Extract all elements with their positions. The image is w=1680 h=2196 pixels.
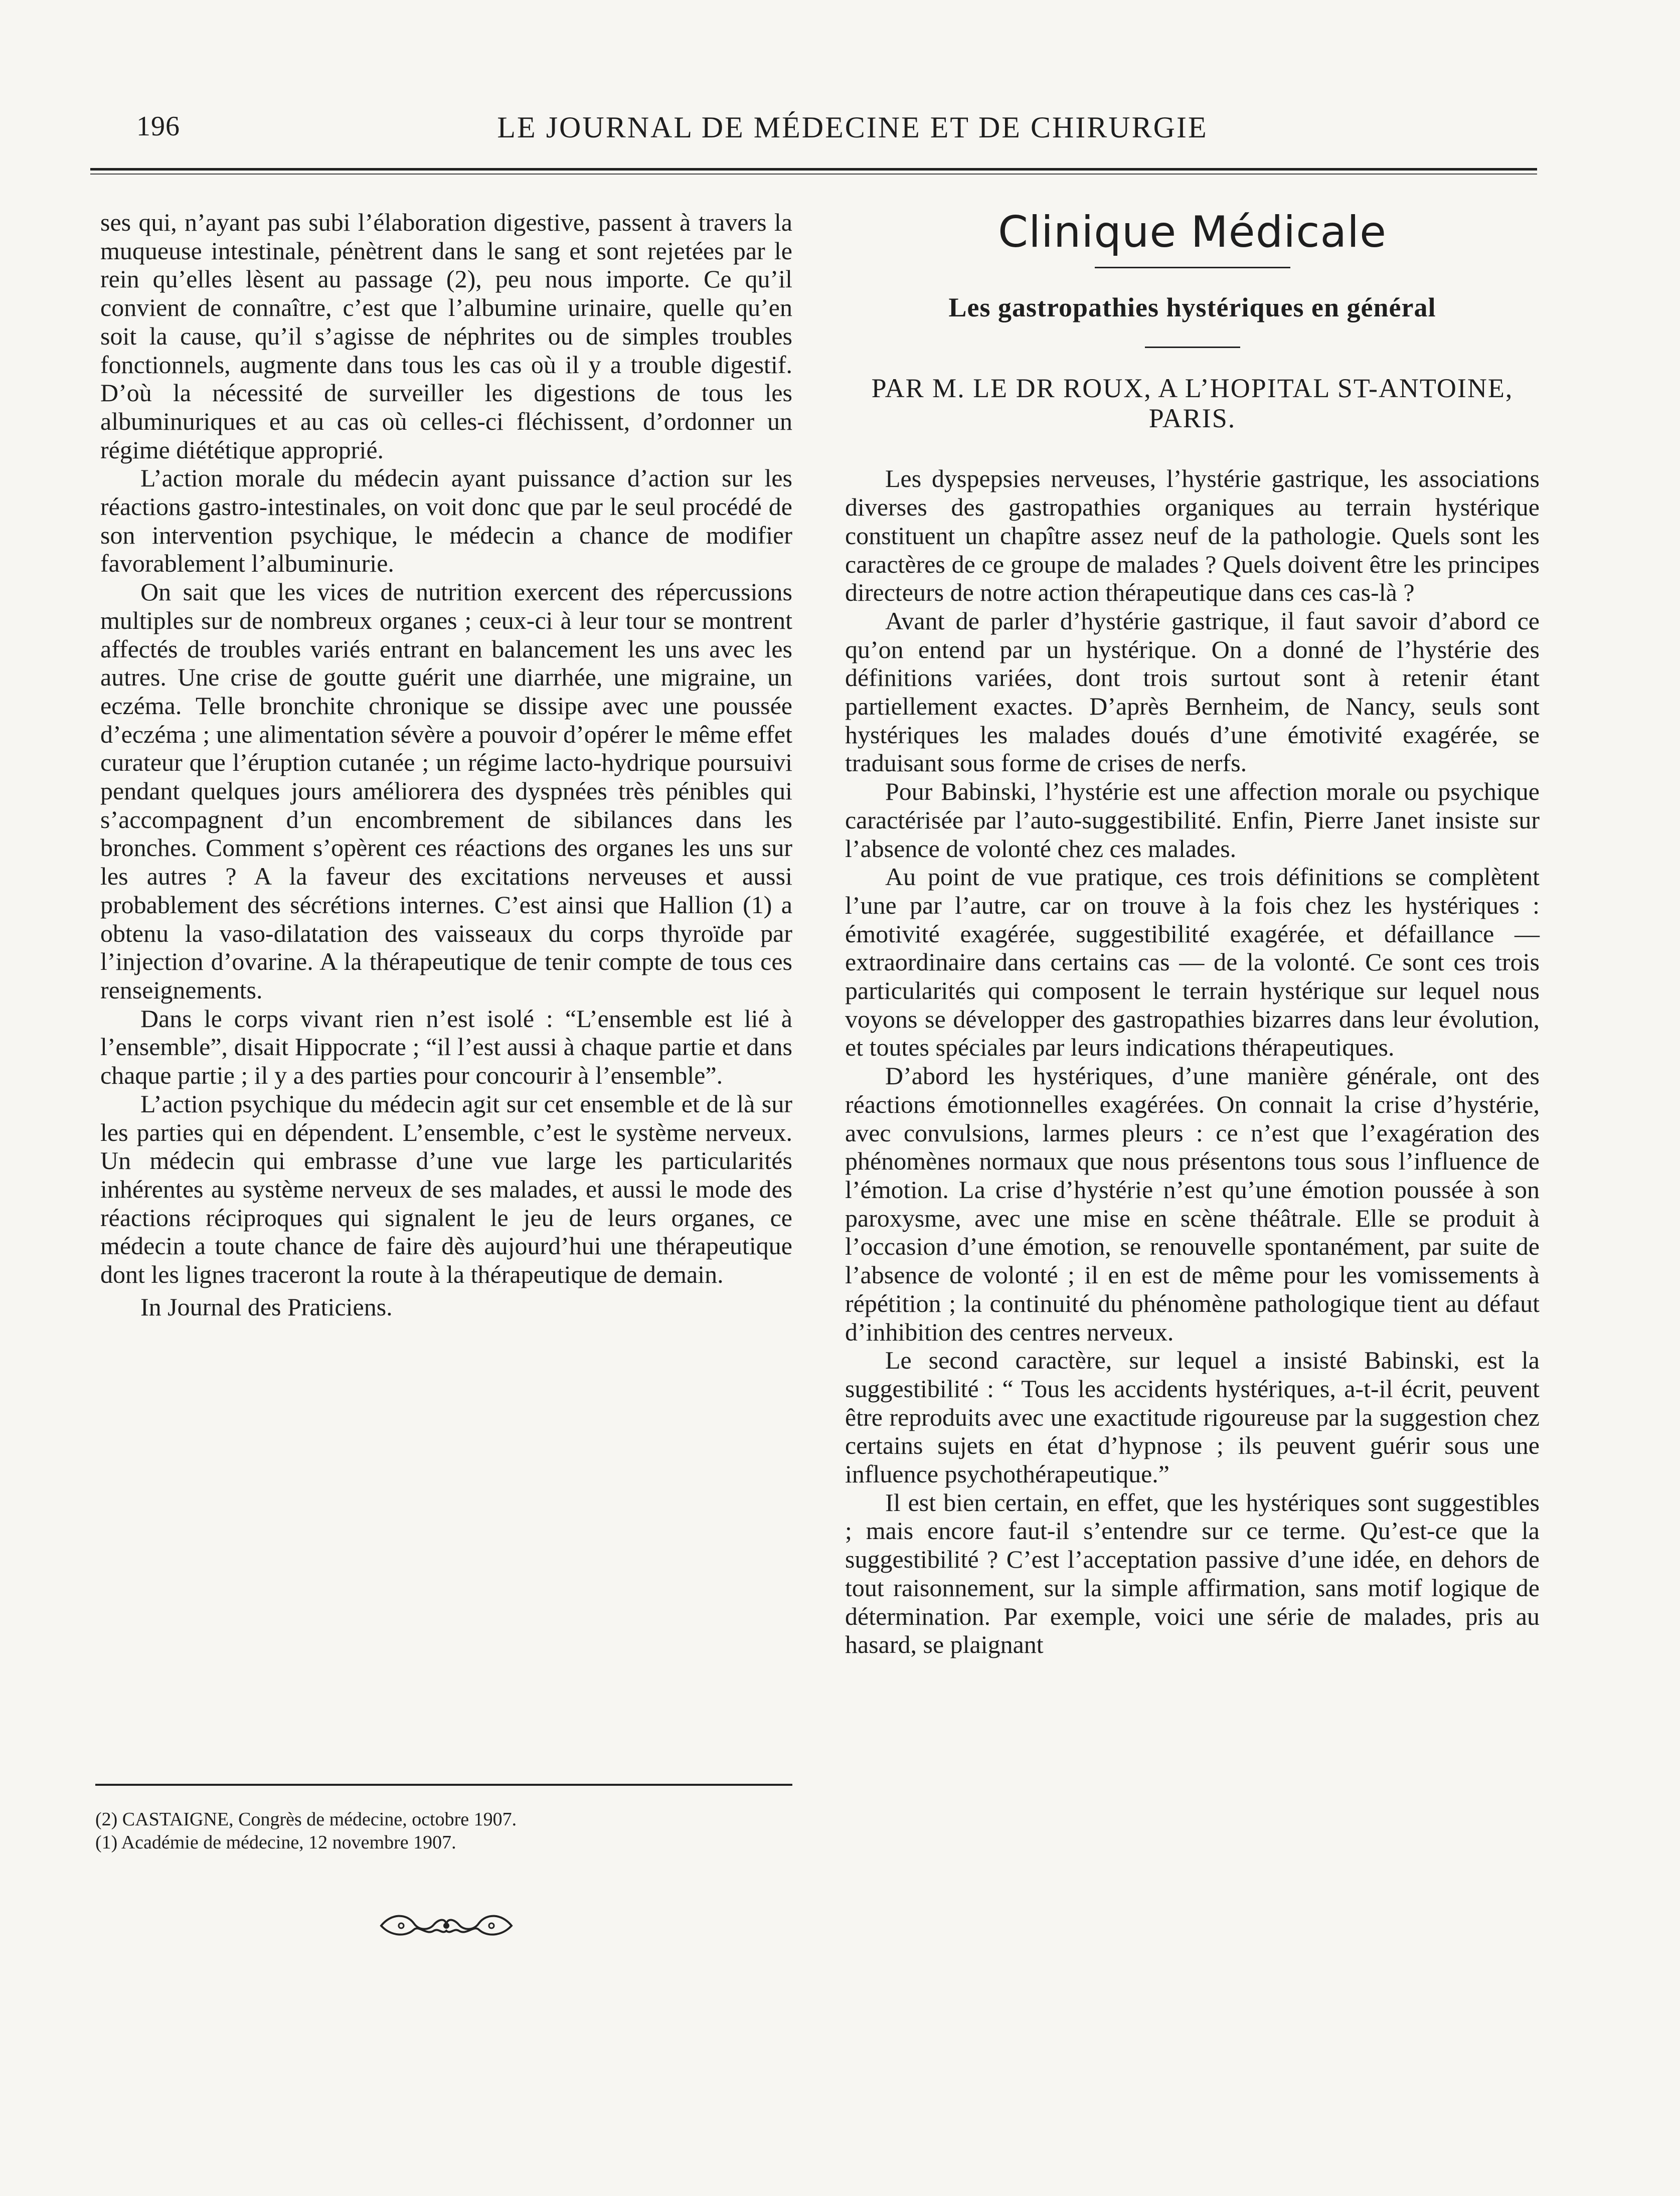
header-rule-thin: [90, 174, 1537, 175]
running-title: LE JOURNAL DE MÉDECINE ET DE CHIRURGIE: [497, 111, 1208, 144]
right-paragraph-5: D’abord les hystériques, d’une manière générale, ont des réactions émotionnelles exagérées. On connait la crise d’hystérie, avec convulsions, larmes pleurs : ce n’est que l’exagération des phénomènes normaux que nous présentons tous sous l’influence de l’émotion. La crise d’hystérie n’est qu’une émotion poussée à son paroxysme, avec une mise en scène théâtrale. Elle se produit à l’occasion d’une émotion, se renouvelle spontanément, par suite de l’absence de volonté ; il en est de même pour les vomissements à répétition ; la continuité du phénomène pathologique tient au défaut d’inhibition des centres nerveux.: [845, 1062, 1540, 1346]
left-paragraph-5: L’action psychique du médecin agit sur cet ensemble et de là sur les parties qui en dépendent. L’ensemble, c’est le système nerveux. Un médecin qui embrasse d’une vue large les particularités inhérentes au système nerveux de ses malades, et aussi le mode des réactions réciproques qui signalent le jeu de leurs organes, ce médecin a toute chance de faire dès aujourd’hui une thérapeutique dont les lignes traceront la route à la thérapeutique de demain.: [100, 1089, 792, 1289]
right-paragraph-4: Au point de vue pratique, ces trois définitions se complètent l’une par l’autre, car on trouve à la fois chez les hystériques : émotivité exagérée, suggestibilité exagérée, et défaillance — extraordinaire dans certains cas — de la volonté. Ce sont ces trois particularités qui composent le terrain hystérique sur lequel nous voyons se développer des gastropathies bizarres dans leur évolution, et toutes spéciales par leurs indications thérapeutiques.: [845, 863, 1540, 1062]
right-paragraph-1: Les dyspepsies nerveuses, l’hystérie gastrique, les associations diverses des gastropathies organiques au terrain hystérique constituent un chapître assez neuf de la pathologie. Quels sont les caractères de ce groupe de malades ? Quels doivent être les principes directeurs de notre action thérapeutique dans ces cas-là ?: [845, 464, 1540, 607]
left-paragraph-4: Dans le corps vivant rien n’est isolé : “L’ensemble est lié à l’ensemble”, disait Hippocrate ; “il l’est aussi à chaque partie et dans chaque partie ; il y a des parties pour concourir à l’ensemble”.: [100, 1004, 792, 1090]
left-column: [100, 208, 792, 1321]
right-paragraph-3: Pour Babinski, l’hystérie est une affection morale ou psychique caractérisée par l’auto-suggestibilité. Enfin, Pierre Janet insiste sur l’absence de volonté chez ces malades.: [845, 777, 1540, 863]
right-paragraph-2: Avant de parler d’hystérie gastrique, il faut savoir d’abord ce qu’on entend par un hystérique. On a donné de l’hystérie des définitions variées, dont trois surtout sont à retenir étant partiellement exactes. D’après Bernheim, de Nancy, seuls sont hystériques les malades doués d’une émotivité exagérée, se traduisant sous forme de crises de nerfs.: [845, 606, 1540, 777]
right-paragraph-6: Le second caractère, sur lequel a insisté Babinski, est la suggestibilité : “ Tous les accidents hystériques, a-t-il écrit, peuvent être reproduits avec une exactitude rigoureuse par la suggestion chez certains sujets en état d’hypnose ; ils peuvent guérir sous une influence psychothérapeutique.”: [845, 1346, 1540, 1488]
article-body: [845, 464, 1540, 1659]
left-paragraph-3: On sait que les vices de nutrition exercent des répercussions multiples sur de nombreux organes ; ceux-ci à leur tour se montrent affectés de troubles variés entrant en balancement les uns avec les autres. Une crise de goutte guérit une diarrhée, une migraine, un eczéma. Telle bronchite chronique se dissipe avec une poussée d’eczéma ; une alimentation sévère a pouvoir d’opérer le même effet curateur que l’éruption cutanée ; un régime lacto-hydrique poursuivi pendant quelques jours améliorera des dyspnées très pénibles qui s’accompagnent d’un encombrement de sibilances dans les bronches. Comment s’opèrent ces réactions des organes les uns sur les autres ? A la faveur des excitations nerveuses et aussi probablement des sécrétions internes. C’est ainsi que Hallion (1) a obtenu la vaso-dilatation des vaisseaux du corps thyroïde par l’injection d’ovarine. A la thérapeutique de tenir compte de tous ces renseignements.: [100, 578, 792, 1004]
right-paragraph-7: Il est bien certain, en effet, que les hystériques sont suggestibles ; mais encore faut-il s’entendre sur ce terme. Qu’est-ce que la suggestibilité ? C’est l’acceptation passive d’une idée, en dehors de tout raisonnement, sur la simple affirmation, sans motif logique de détermination. Par exemple, voici une série de malades, pris au hasard, se plaignant: [845, 1488, 1540, 1659]
footnote-1: (1) Académie de médecine, 12 novembre 1907.: [95, 1832, 456, 1853]
page-number: 196: [136, 111, 180, 142]
left-paragraph-1: ses qui, n’ayant pas subi l’élaboration digestive, passent à travers la muqueuse intestinale, pénètrent dans le sang et sont rejetées par le rein qu’elles lèsent au passage (2), peu nous importe. Ce qu’il convient de connaître, c’est que l’albumine urinaire, quelle qu’en soit la cause, qu’il s’agisse de néphrites ou de simples troubles fonctionnels, augmente dans tous les cas où il y a trouble digestif. D’où la nécessité de surveiller les digestions de tous les albuminuriques et au cas où celles-ci fléchissent, d’ordonner un régime diététique approprié.: [100, 208, 792, 464]
left-paragraph-2: L’action morale du médecin ayant puissance d’action sur les réactions gastro-intestinales, on voit donc que par le seul procédé de son intervention psychique, le médecin a chance de modifier favorablement l’albuminurie.: [100, 464, 792, 578]
fleuron-ornament: [371, 1906, 522, 1946]
source-note: In Journal des Praticiens.: [140, 1292, 393, 1321]
section-title: Clinique Médicale: [998, 207, 1387, 257]
footnote-rule: [95, 1784, 792, 1786]
header-rule: [90, 168, 1537, 171]
title-rule: [1145, 347, 1240, 348]
section-rule: [1095, 267, 1290, 268]
byline: PAR M. LE DR ROUX, A L’HOPITAL ST-ANTOINE, PARIS.: [871, 373, 1514, 434]
footnote-2: (2) CASTAIGNE, Congrès de médecine, octobre 1907.: [95, 1809, 517, 1830]
footnotes: [95, 1808, 792, 1854]
right-column: [845, 208, 1540, 1659]
article-title: Les gastropathies hystériques en général: [948, 292, 1436, 322]
